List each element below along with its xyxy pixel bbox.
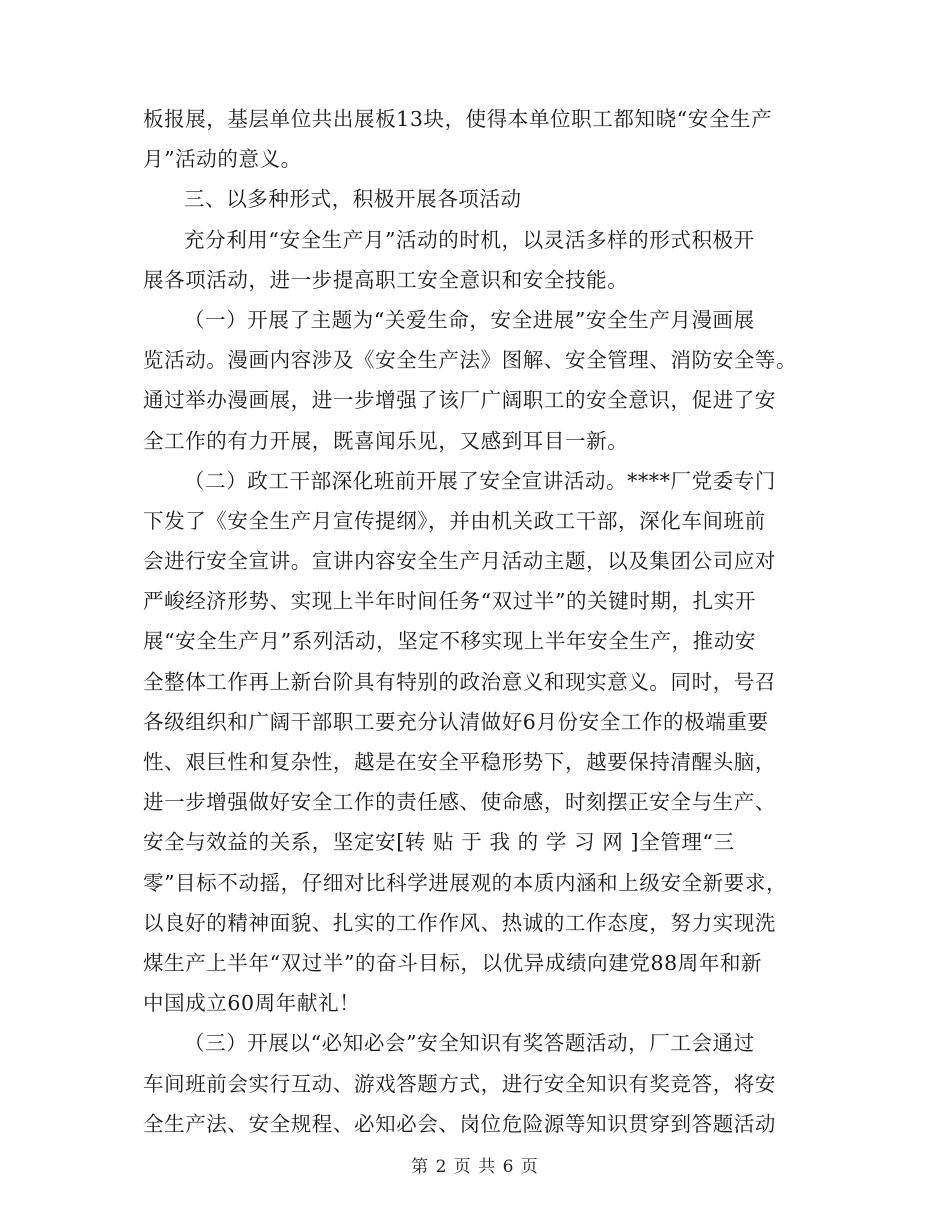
text-line: 性、艰巨性和复杂性，越是在安全平稳形势下，越要保持清醒头脑，	[143, 750, 776, 774]
text-line: 进一步增强做好安全工作的责任感、使命感，时刻摆正安全与生产、	[143, 790, 776, 815]
text-line: 月”活动的意义。	[143, 147, 302, 172]
text-line: 安全与效益的关系，坚定安[转 贴 于 我 的 学 习 网 ]全管理“三	[143, 830, 735, 855]
text-line: （三）开展以“必知必会”安全知识有奖答题活动，厂工会通过	[184, 1031, 755, 1056]
text-line: 以良好的精神面貌、扎实的工作作风、热诚的工作态度，努力实现洗	[143, 910, 776, 935]
text-line: （二）政工干部深化班前开展了安全宣讲活动。****厂党委专门	[184, 468, 776, 493]
text-line: 中国成立60周年献礼！	[143, 991, 361, 1016]
text-line: 煤生产上半年“双过半”的奋斗目标，以优异成绩向建党88周年和新	[143, 950, 763, 975]
text-line: 板报展，基层单位共出展板13块，使得本单位职工都知晓“安全生产	[143, 107, 773, 131]
text-line: 览活动。漫画内容涉及《安全生产法》图解、安全管理、消防安全等。	[143, 348, 798, 373]
document-body	[143, 99, 808, 1144]
text-line: 会进行安全宣讲。宣讲内容安全生产月活动主题，以及集团公司应对	[143, 549, 776, 574]
text-line: 全整体工作再上新台阶具有特别的政治意义和现实意义。同时，号召	[143, 669, 776, 694]
text-line: 全生产法、安全规程、必知必会、岗位危险源等知识贯穿到答题活动	[143, 1111, 776, 1136]
text-line: 零”目标不动摇，仔细对比科学进展观的本质内涵和上级安全新要求，	[143, 870, 788, 895]
text-line: 充分利用“安全生产月”活动的时机，以灵活多样的形式积极开	[184, 227, 755, 252]
text-line: 通过举办漫画展，进一步增强了该厂广阔职工的安全意识，促进了安	[143, 388, 776, 413]
text-line: 严峻经济形势、实现上半年时间任务“双过半”的关键时期，扎实开	[143, 589, 756, 614]
text-line: 全工作的有力开展，既喜闻乐见，又感到耳目一新。	[143, 428, 629, 453]
text-line: （一）开展了主题为“关爱生命，安全进展”安全生产月漫画展	[184, 307, 755, 332]
text-line: 展各项活动，进一步提高职工安全意识和安全技能。	[143, 267, 629, 292]
text-line: 展“安全生产月”系列活动，坚定不移实现上半年安全生产，推动安	[143, 629, 756, 654]
text-line: 三、以多种形式，积极开展各项活动	[184, 187, 522, 212]
page-number-footer: 第 2 页 共 6 页	[411, 1157, 539, 1177]
text-line: 各级组织和广阔干部职工要充分认清做好6月份安全工作的极端重要	[143, 709, 769, 734]
text-line: 下发了《安全生产月宣传提纲》，并由机关政工干部，深化车间班前	[143, 508, 766, 533]
text-line: 车间班前会实行互动、游戏答题方式，进行安全知识有奖竞答，将安	[143, 1071, 776, 1096]
